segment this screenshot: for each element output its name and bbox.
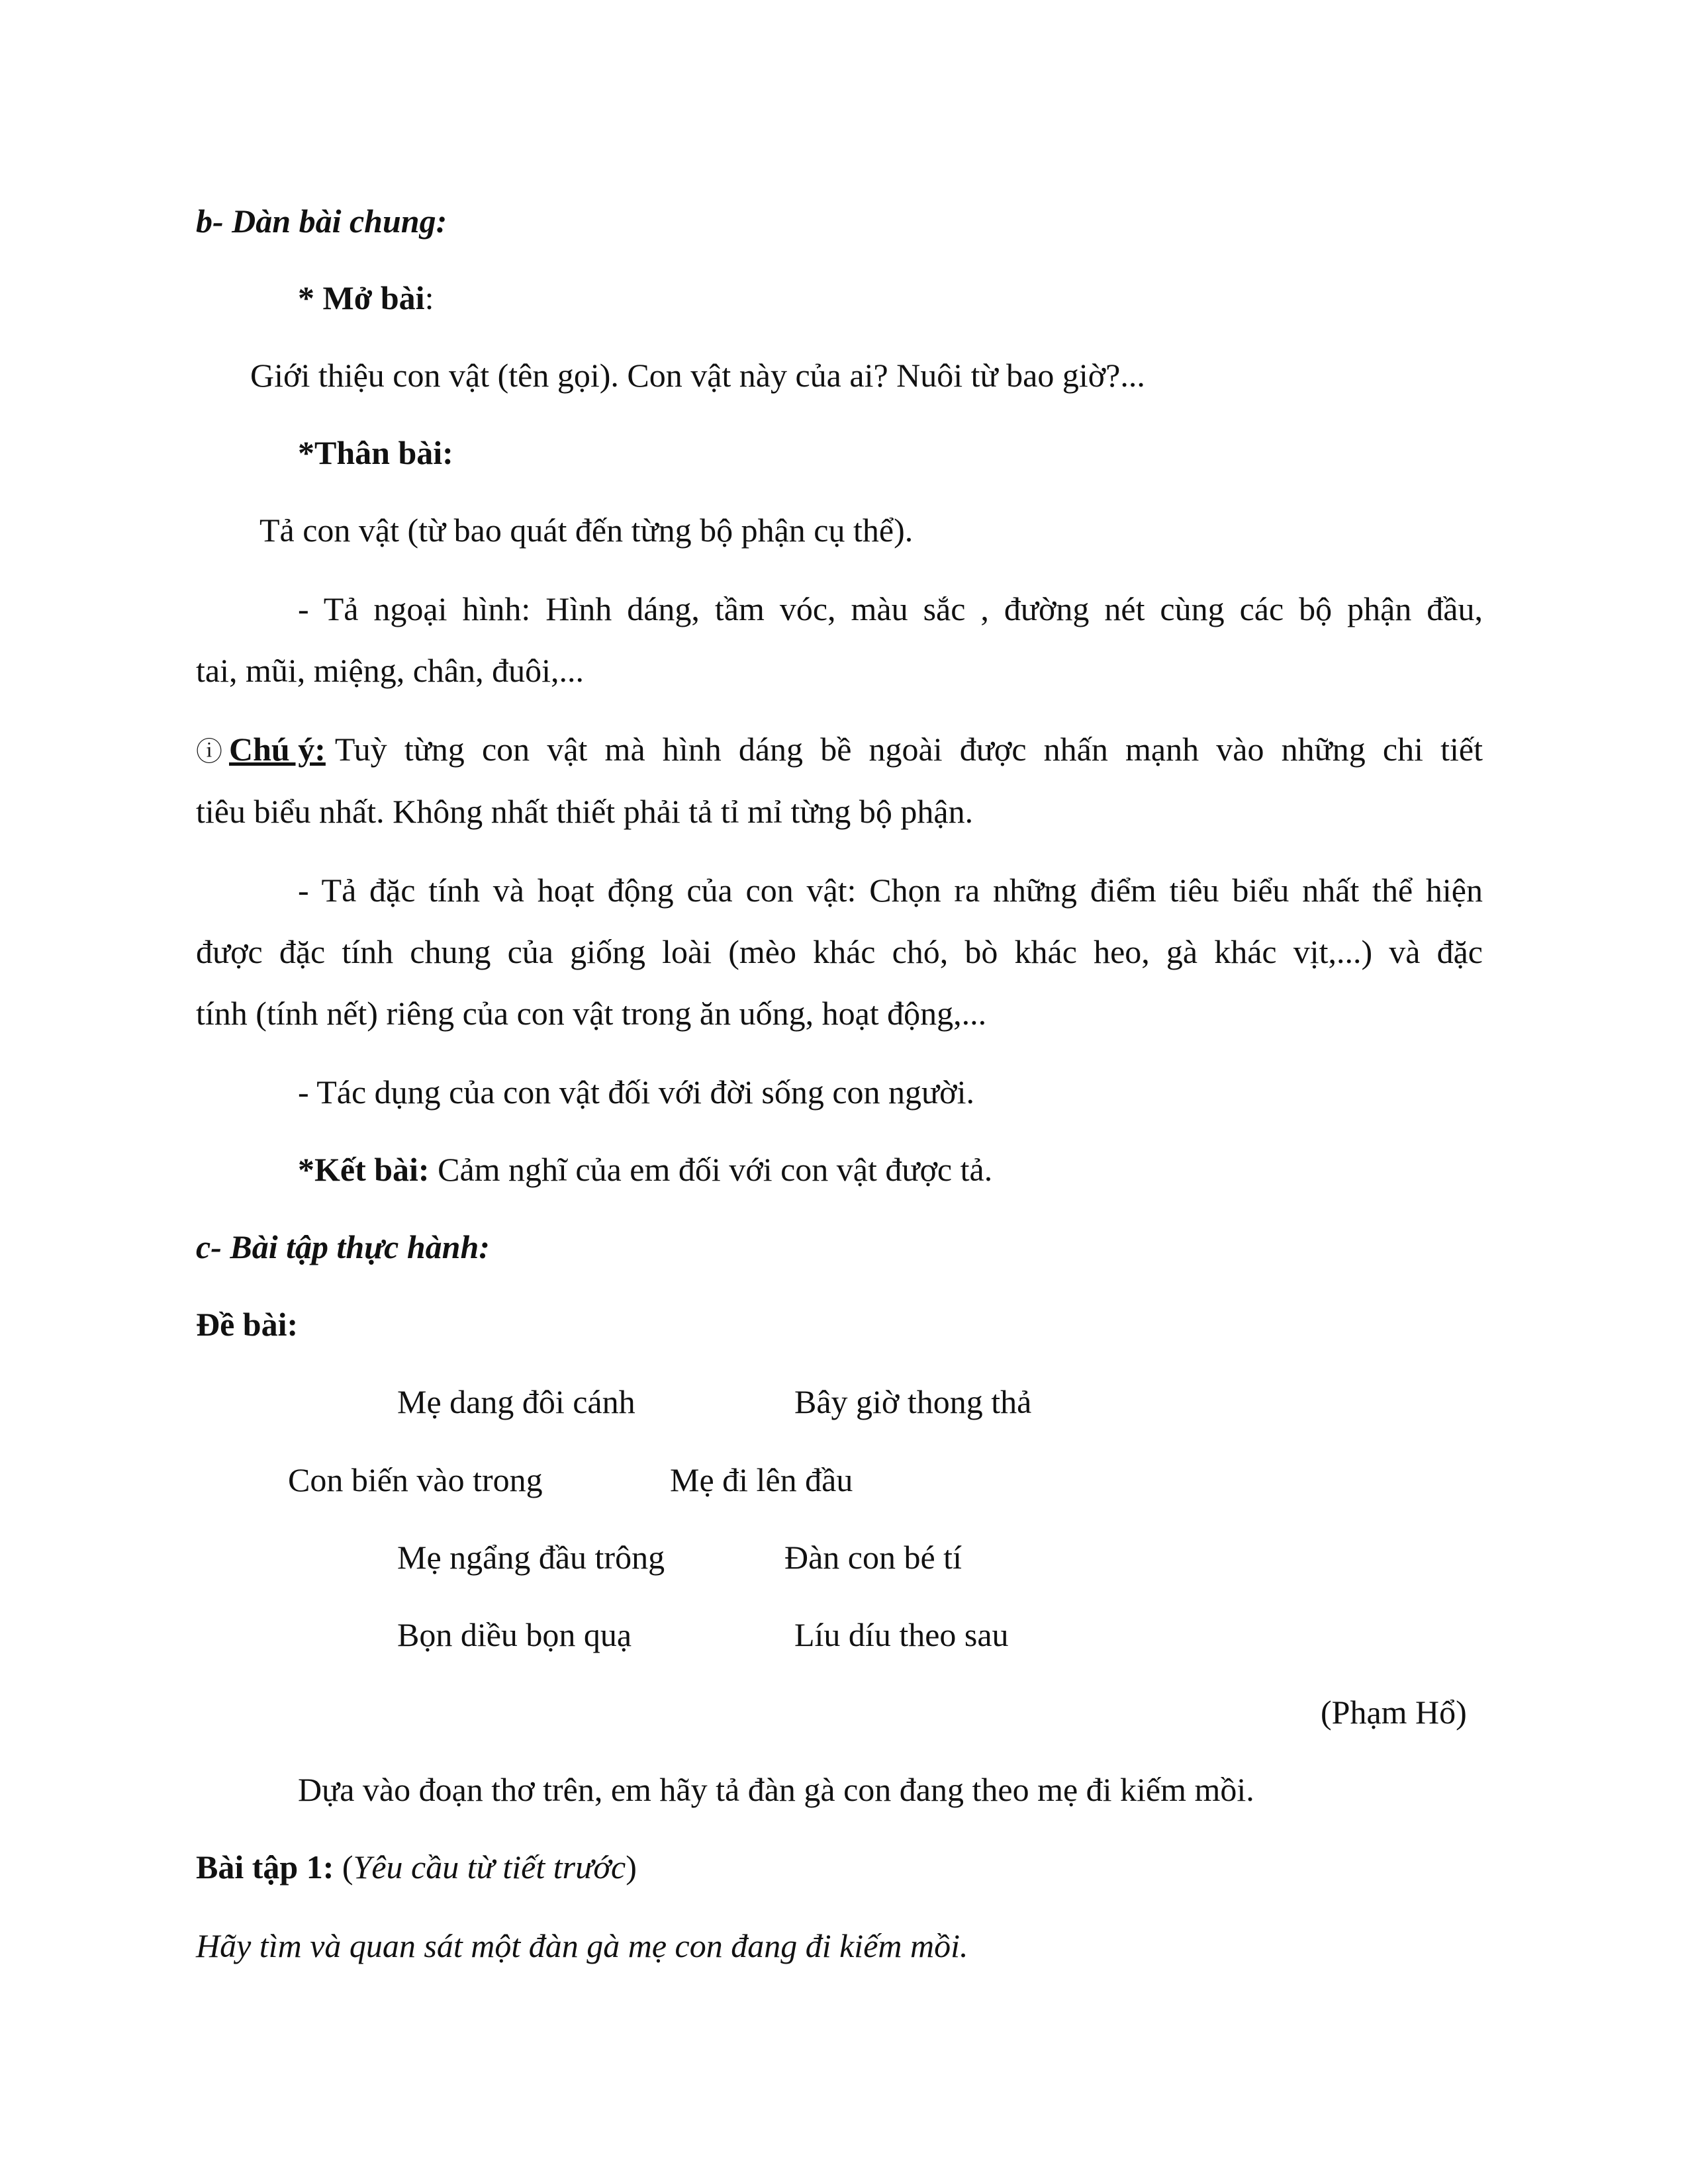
poem-line-4-left: Bọn diều bọn quạ: [397, 1616, 632, 1653]
bai-tap-1-text: Hãy tìm và quan sát một đàn gà mẹ con đang đi kiếm mồi.: [196, 1927, 968, 1964]
bai-tap-1-open: (: [334, 1848, 353, 1886]
poem-line-4-right: Líu díu theo sau: [794, 1616, 1009, 1653]
de-bai-label: Đề bài:: [196, 1306, 299, 1343]
poem-line-1-left: Mẹ dang đôi cánh: [397, 1383, 635, 1420]
chu-y-line-2: tiêu biểu nhất. Không nhất thiết phải tả tỉ mỉ từng bộ phận.: [196, 793, 974, 830]
task-text: Dựa vào đoạn thơ trên, em hãy tả đàn gà con đang theo mẹ đi kiếm mồi.: [298, 1771, 1254, 1808]
heading-bai-tap-thuc-hanh: c- Bài tập thực hành:: [196, 1228, 490, 1265]
poem-line-2-left: Con biến vào trong: [288, 1461, 543, 1498]
mo-bai-text: Giới thiệu con vật (tên gọi). Con vật này của ai? Nuôi từ bao giờ?...: [250, 357, 1145, 394]
poem-line-3-right: Đàn con bé tí: [784, 1539, 962, 1576]
ket-bai-line: [298, 1150, 992, 1189]
mo-bai-label: * Mở bài: [298, 279, 425, 316]
ket-bai-label: *Kết bài:: [298, 1151, 430, 1188]
ngoai-hinh-line-2: tai, mũi, miệng, chân, đuôi,...: [196, 652, 585, 689]
bai-tap-1-note: Yêu cầu từ tiết trước: [353, 1848, 626, 1886]
mo-bai-heading: [298, 278, 434, 318]
chu-y-text-1: Tuỳ từng con vật mà hình dáng bề ngoài được nhấn mạnh vào những chi tiết: [334, 731, 1483, 768]
than-bai-intro: Tả con vật (từ bao quát đến từng bộ phận cụ thể).: [259, 512, 914, 549]
bai-tap-1-label: Bài tập 1:: [196, 1848, 334, 1886]
chu-y-label: Chú ý:: [229, 731, 326, 768]
tac-dung-text: - Tác dụng của con vật đối với đời sống con người.: [298, 1073, 974, 1111]
poem-line-2-right: Mẹ đi lên đầu: [670, 1461, 853, 1498]
ket-bai-text: Cảm nghĩ của em đối với con vật được tả.: [429, 1151, 993, 1188]
dac-tinh-line-3: tính (tính nết) riêng của con vật trong ăn uống, hoạt động,...: [196, 995, 987, 1032]
note-icon: ⓘ: [196, 737, 222, 766]
dac-tinh-line-1: - Tả đặc tính và hoạt động của con vật: Chọn ra những điểm tiêu biểu nhất thể hiện: [298, 872, 1483, 909]
poem-author: (Phạm Hổ): [1321, 1694, 1467, 1731]
mo-bai-colon: :: [424, 279, 434, 316]
dac-tinh-line-2: được đặc tính chung của giống loài (mèo khác chó, bò khác heo, gà khác vịt,...) và đặc: [196, 933, 1483, 970]
chu-y-line-1: [196, 729, 1483, 772]
heading-dan-bai-chung: b- Dàn bài chung:: [196, 203, 447, 240]
poem-line-1-right: Bây giờ thong thả: [794, 1383, 1032, 1420]
than-bai-label: *Thân bài:: [298, 434, 453, 471]
ngoai-hinh-line-1: - Tả ngoại hình: Hình dáng, tầm vóc, màu sắc , đường nét cùng các bộ phận đầu,: [298, 590, 1483, 627]
poem-line-3-left: Mẹ ngẩng đầu trông: [397, 1539, 665, 1576]
bai-tap-1-heading: [196, 1847, 637, 1887]
bai-tap-1-close: ): [626, 1848, 637, 1886]
